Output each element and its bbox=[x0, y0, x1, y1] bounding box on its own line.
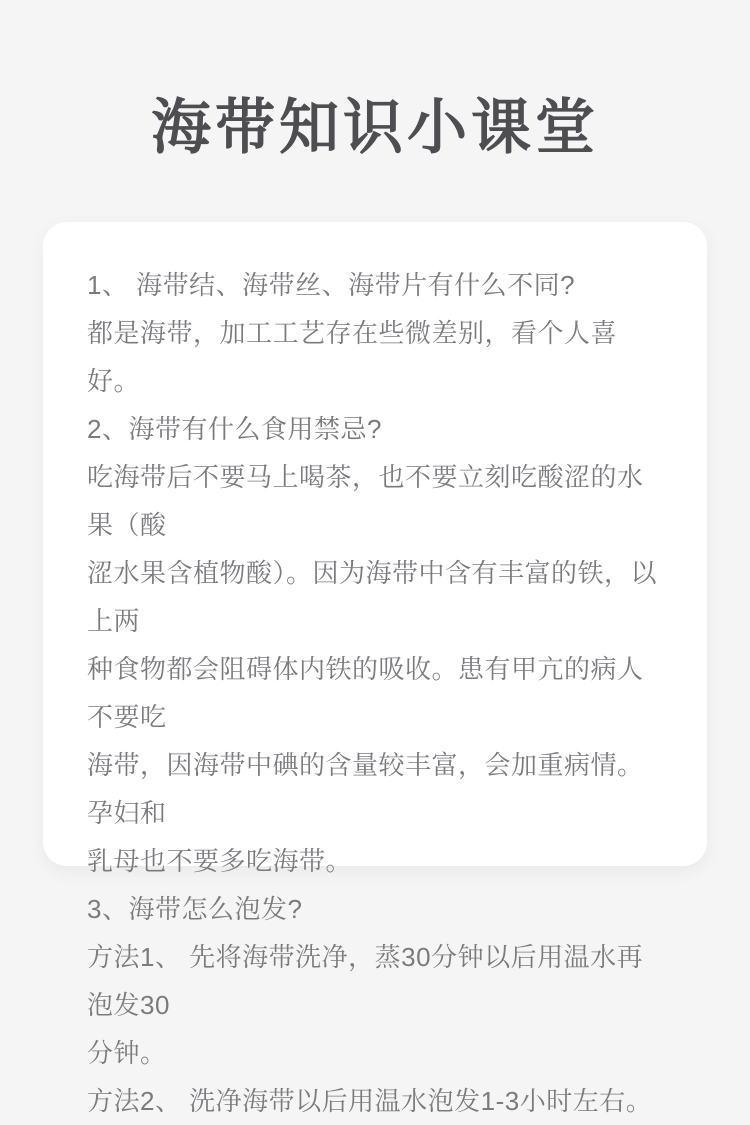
text-line-8: 乳母也不要多吃海带。 bbox=[87, 846, 353, 876]
text-line-9: 3、海带怎么泡发? bbox=[87, 894, 303, 924]
qa-card bbox=[43, 222, 707, 1116]
text-line-11: 分钟。 bbox=[87, 1038, 167, 1068]
text-line-7: 海带，因海带中碘的含量较丰富，会加重病情。孕妇和 bbox=[87, 750, 644, 828]
text-line-4: 吃海带后不要马上喝茶，也不要立刻吃酸涩的水果（酸 bbox=[87, 462, 644, 540]
text-line-3: 2、海带有什么食用禁忌? bbox=[87, 414, 382, 444]
text-line-10: 方法1、 先将海带洗净，蒸30分钟以后用温水再泡发30 bbox=[87, 942, 644, 1020]
text-line-2: 都是海带，加工工艺存在些微差别，看个人喜好。 bbox=[87, 318, 618, 396]
text-line-5: 涩水果含植物酸）。因为海带中含有丰富的铁，以上两 bbox=[87, 558, 658, 636]
text-line-6: 种食物都会阻碍体内铁的吸收。患有甲亢的病人不要吃 bbox=[87, 654, 644, 732]
text-line-1: 1、 海带结、海带丝、海带片有什么不同? bbox=[87, 270, 576, 300]
text-line-12: 方法2、 洗净海带以后用温水泡发1-3小时左右。 bbox=[87, 1086, 653, 1116]
page-title: 海带知识小课堂 bbox=[151, 94, 599, 161]
page-background bbox=[0, 92, 750, 1116]
